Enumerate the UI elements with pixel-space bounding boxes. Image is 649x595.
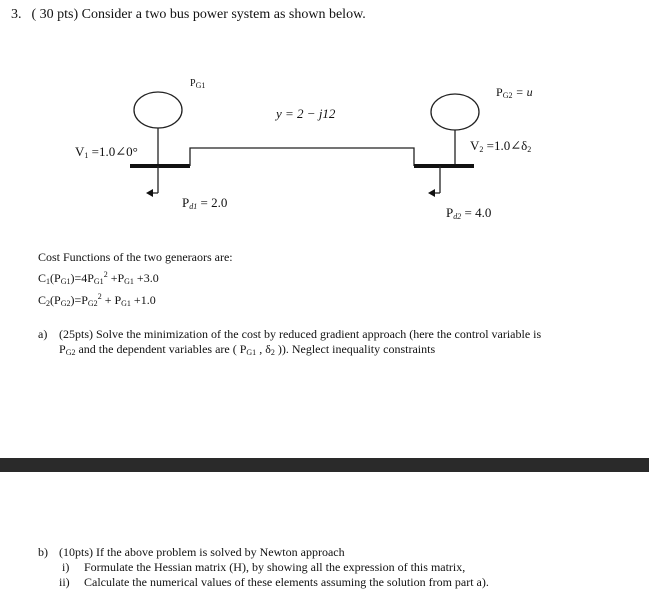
v2-label: $V_2$ $=1.0\angle\delta_2$ xyxy=(470,138,532,154)
part-a-line-2: $P_{G2}$ and the dependent variables are ( $P_{G1}$ , $\delta_2$ )). Neglect inequality constraints xyxy=(59,342,436,357)
pd1-label: $P_{d1} = 2.0$ xyxy=(182,195,228,211)
part-a-label: a) xyxy=(38,327,48,341)
part-b-item-1-text: Formulate the Hessian matrix (H), by showing all the expression of this matrix, xyxy=(84,560,466,574)
part-b-label: b) xyxy=(38,545,48,559)
part-b-line-1: (10pts) If the above problem is solved by Newton approach xyxy=(59,545,345,559)
separator-band xyxy=(0,458,649,472)
generator-1-circle xyxy=(134,92,182,128)
load-2-arrow xyxy=(428,189,435,197)
part-b-item-1-num: i) xyxy=(62,560,70,574)
v1-label: $V_1$ =1.0∠0° xyxy=(75,144,138,160)
question-title: ( 30 pts) Consider a two bus power system as shown below. xyxy=(31,7,366,22)
pg2-label: $P_{G2} = u$ xyxy=(496,85,533,100)
transmission-line xyxy=(190,148,414,166)
question-number: 3. xyxy=(11,7,22,22)
cost-function-1: $C_1(P_{G1})=4P_{G1}^2 +P_{G1} +3.0$ xyxy=(38,270,159,286)
cost-function-2: $C_2(P_{G2})=P_{G2}^2 + P_{G1} +1.0$ xyxy=(38,292,156,308)
generator-2-circle xyxy=(431,94,479,130)
pg1-label: $P_{G1}$ xyxy=(190,78,206,90)
load-1-arrow xyxy=(146,189,153,197)
cost-heading: Cost Functions of the two generaors are: xyxy=(38,250,233,264)
line-impedance-label: y = 2 − j12 xyxy=(276,106,336,121)
part-a-line-1: (25pts) Solve the minimization of the cost by reduced gradient approach (here the control variable is xyxy=(59,327,542,341)
part-b-item-2-num: ii) xyxy=(59,575,70,589)
pd2-label: $P_{d2} = 4.0$ xyxy=(446,205,492,221)
part-b-item-2-text: Calculate the numerical values of these elements assuming the solution from part a). xyxy=(84,575,489,589)
